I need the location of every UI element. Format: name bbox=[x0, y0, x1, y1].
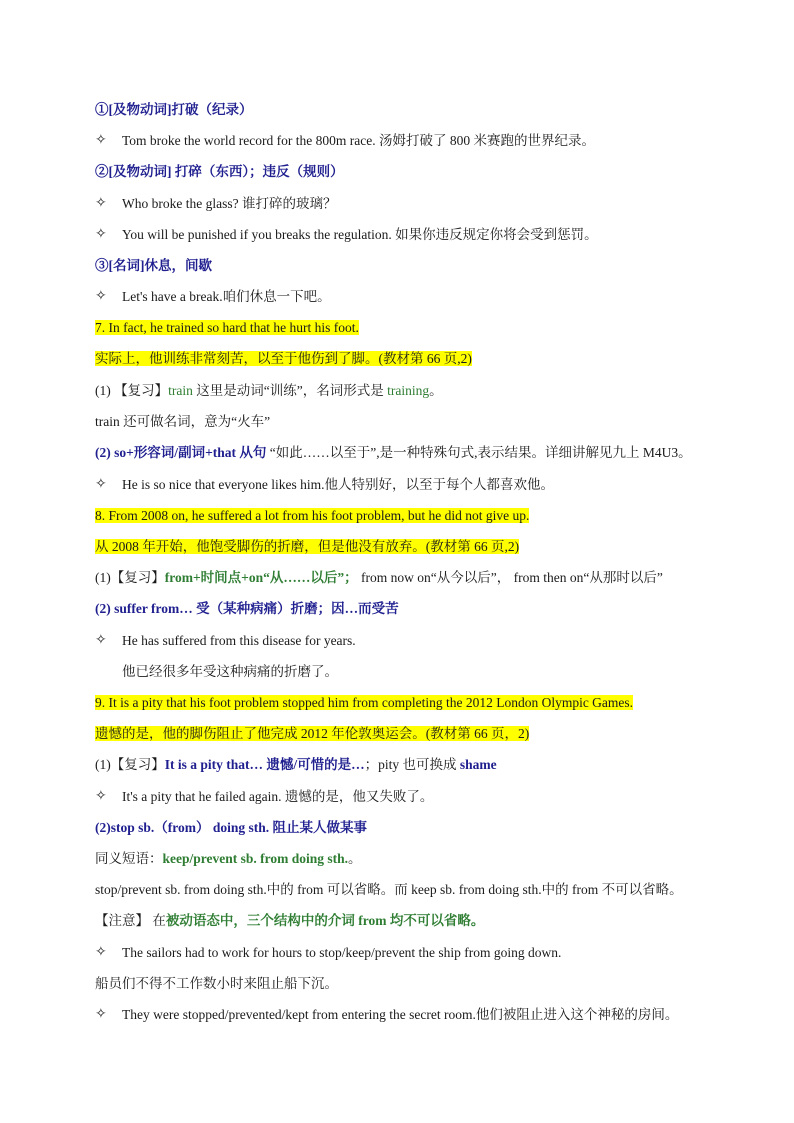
example-sentence: It's a pity that he failed again. 遗憾的是，他又失败了。 bbox=[122, 789, 434, 804]
example-sentence: The sailors had to work for hours to stop/keep/prevent the ship from going down. bbox=[122, 945, 562, 960]
attention-note: 【注意】 在被动语态中，三个结构中的介词 from 均不可以省略。 bbox=[95, 913, 485, 928]
sense-3-heading: ③[名词]休息，间歇 bbox=[95, 258, 212, 273]
bullet-icon: ✧ bbox=[95, 227, 107, 242]
example-sentence: Let's have a break.咱们休息一下吧。 bbox=[122, 289, 331, 304]
example-sentence: Who broke the glass? 谁打碎的玻璃？ bbox=[122, 196, 337, 211]
bullet-icon: ✧ bbox=[95, 477, 107, 492]
bullet-icon: ✧ bbox=[95, 633, 107, 648]
example-sentence: They were stopped/prevented/kept from entering the secret room.他们被阻止进入这个神秘的房间。 bbox=[122, 1007, 679, 1022]
point-7-review-2: (2) so+形容词/副词+that 从句 “如此……以至于”,是一种特殊句式,表示结果。详细讲解见九上 M4U3。 bbox=[95, 445, 692, 460]
example-sentence: You will be punished if you breaks the regulation. 如果你违反规定你将会受到惩罚。 bbox=[122, 227, 598, 242]
bullet-icon: ✧ bbox=[95, 1007, 107, 1022]
sense-2-heading: ②[及物动词] 打碎（东西）；违反（规则） bbox=[95, 164, 344, 179]
bullet-icon: ✧ bbox=[95, 133, 107, 148]
example-translation: 他已经很多年受这种病痛的折磨了。 bbox=[122, 664, 338, 679]
point-8-english: 8. From 2008 on, he suffered a lot from his foot problem, but he did not give up. bbox=[95, 508, 530, 523]
point-9-review-2: (2)stop sb.（from） doing sth. 阻止某人做某事 bbox=[95, 820, 368, 835]
example-sentence: Tom broke the world record for the 800m race. 汤姆打破了 800 米赛跑的世界纪录。 bbox=[122, 133, 595, 148]
synonym-phrase: 同义短语：keep/prevent sb. from doing sth.。 bbox=[95, 851, 362, 866]
point-8-review-2: (2) suffer from… 受（某种病痛）折磨；因…而受苦 bbox=[95, 601, 399, 616]
point-7-english: 7. In fact, he trained so hard that he hurt his foot. bbox=[95, 320, 359, 335]
point-7-train-note: train 还可做名词，意为“火车” bbox=[95, 414, 271, 429]
point-9-english: 9. It is a pity that his foot problem stopped him from completing the 2012 London Olympic Games. bbox=[95, 695, 634, 710]
point-9-review-1: (1)【复习】It is a pity that… 遗憾/可惜的是…；pity 也可换成 shame bbox=[95, 757, 497, 772]
point-8-chinese: 从 2008 年开始，他饱受脚伤的折磨，但是他没有放弃。(教材第 66 页,2) bbox=[95, 539, 520, 554]
point-8-review-1: (1)【复习】from+时间点+on“从……以后”； from now on“从今以后”， from then on“从那时以后” bbox=[95, 570, 663, 585]
example-sentence: He is so nice that everyone likes him.他人特别好，以至于每个人都喜欢他。 bbox=[122, 477, 554, 492]
sense-1-heading: ①[及物动词]打破（纪录） bbox=[95, 102, 253, 117]
point-7-chinese: 实际上，他训练非常刻苦，以至于他伤到了脚。(教材第 66 页,2) bbox=[95, 351, 472, 366]
bullet-icon: ✧ bbox=[95, 789, 107, 804]
point-7-review-1: (1) 【复习】train 这里是动词“训练”，名词形式是 training。 bbox=[95, 383, 443, 398]
point-9-chinese: 遗憾的是，他的脚伤阻止了他完成 2012 年伦敦奥运会。(教材第 66 页，2) bbox=[95, 726, 530, 741]
bullet-icon: ✧ bbox=[95, 196, 107, 211]
bullet-icon: ✧ bbox=[95, 289, 107, 304]
from-omission-note: stop/prevent sb. from doing sth.中的 from 可以省略。而 keep sb. from doing sth.中的 from 不可以省略。 bbox=[95, 882, 683, 897]
example-translation: 船员们不得不工作数小时来阻止船下沉。 bbox=[95, 976, 338, 991]
bullet-icon: ✧ bbox=[95, 945, 107, 960]
example-sentence: He has suffered from this disease for years. bbox=[122, 633, 356, 648]
